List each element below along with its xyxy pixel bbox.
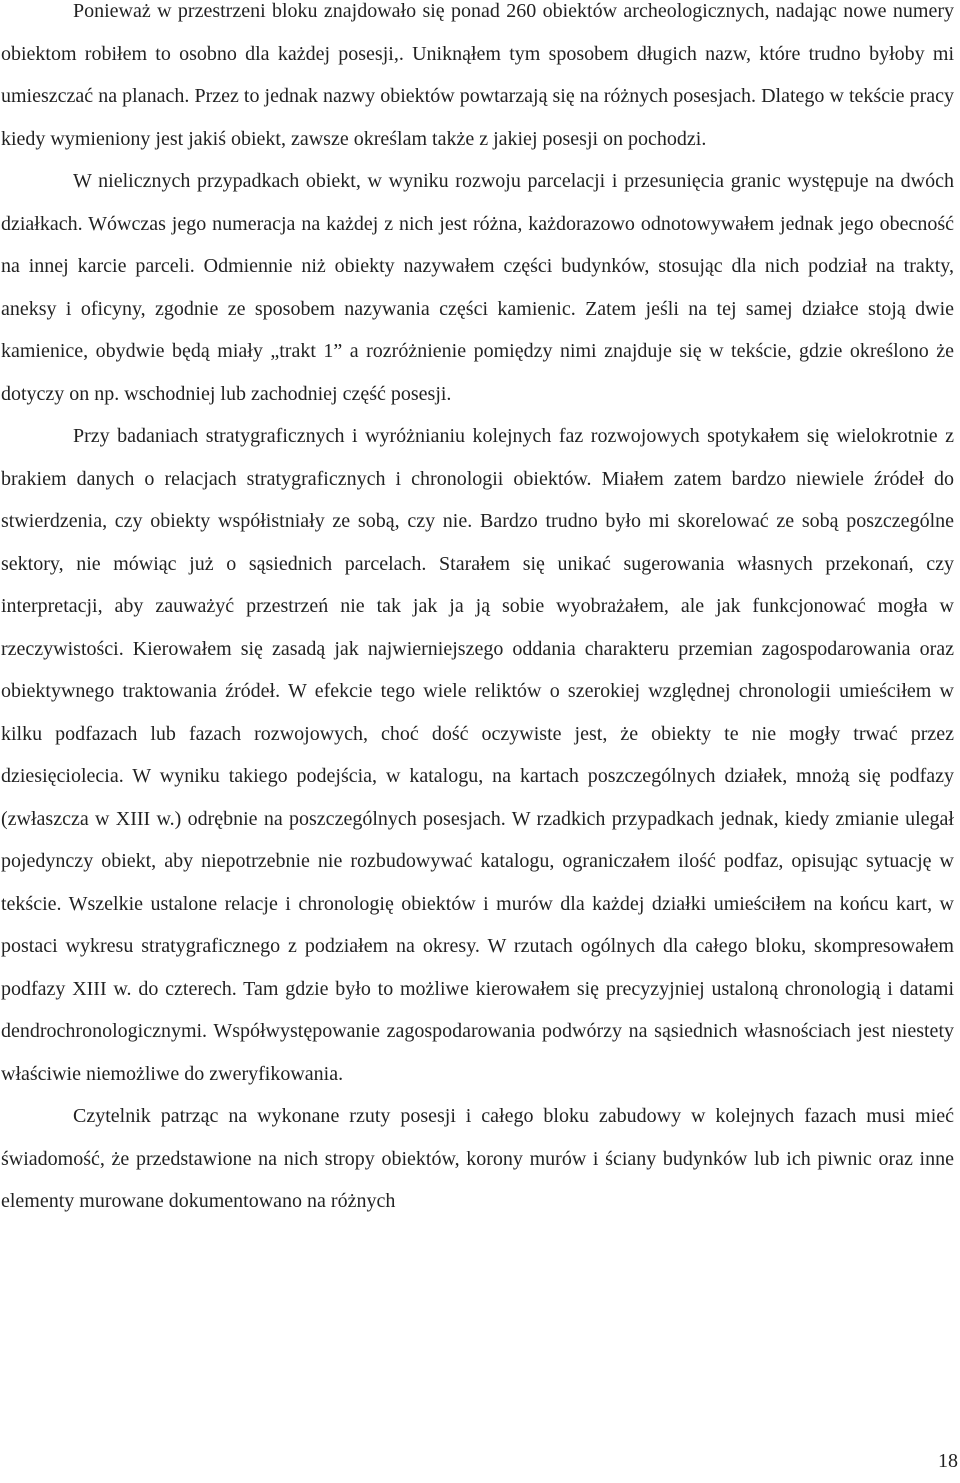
paragraph-reader-note: Czytelnik patrząc na wykonane rzuty posesji i całego bloku zabudowy w kolejnych fazach musi mieć świadomość, że przedstawione na nich stropy obiektów, korony murów i ściany budynków lub ich piwnic oraz inne elementy murowane dokumentowano na różnych (1, 1105, 954, 1212)
page-number: 18 (938, 1450, 958, 1472)
paragraph-object-numbering: Ponieważ w przestrzeni bloku znajdowało się ponad 260 obiektów archeologicznych, nadając nowe numery obiektom robiłem to osobno dla każdej posesji,. Uniknąłem tym sposobem długich nazw, które trudno byłoby mi umieszczać na planach. Przez to jednak nazwy obiektów powtarzają się na różnych posesjach. Dlatego w tekście pracy kiedy wymieniony jest jakiś obiekt, zawsze określam także z jakiej posesji on pochodzi. (1, 0, 954, 150)
paragraph-object-two-plots: W nielicznych przypadkach obiekt, w wyniku rozwoju parcelacji i przesunięcia granic występuje na dwóch działkach. Wówczas jego numeracja na każdej z nich jest różna, każdorazowo odnotowywałem jednak jego obecność na innej karcie parceli. Odmiennie niż obiekty nazywałem części budynków, stosując dla nich podział na trakty, aneksy i oficyny, zgodnie ze sposobem nazywania części kamienic. Zatem jeśli na tej samej działce stoją dwie kamienice, obydwie będą miały „trakt 1” a rozróżnienie pomiędzy nimi znajduje się w tekście, gdzie określono że dotyczy on np. wschodniej lub zachodniej część posesji. (1, 170, 954, 405)
paragraph-stratigraphy: Przy badaniach stratygraficznych i wyróżnianiu kolejnych faz rozwojowych spotykałem się wielokrotnie z brakiem danych o relacjach stratygraficznych i chronologii obiektów. Miałem zatem bardzo niewiele źródeł do stwierdzenia, czy obiekty współistniały ze sobą, czy nie. Bardzo trudno było mi skorelować ze sobą poszczególne sektory, nie mówiąc już o sąsiednich parcelach. Starałem się unikać sugerowania własnych przekonań, czy interpretacji, aby zauważyć przestrzeń nie tak jak ja ją sobie wyobrażałem, ale jak funkcjonować mogła w rzeczywistości. Kierowałem się zasadą jak najwierniejszego oddania charakteru przemian zagospodarowania oraz obiektywnego traktowania źródeł. W efekcie tego wiele reliktów o szerokiej względnej chronologii umieściłem w kilku podfazach lub fazach rozwojowych, choć dość oczywiste jest, że obiekty te nie mogły trwać przez dziesięciolecia. W wyniku takiego podejścia, w katalogu, na kartach poszczególnych działek, mnożą się podfazy (zwłaszcza w XIII w.) odrębnie na poszczególnych posesjach. W rzadkich przypadkach jednak, kiedy zmianie ulegał pojedynczy obiekt, aby niepotrzebnie nie rozbudowywać katalogu, ograniczałem ilość podfaz, opisując sytuację w tekście. Wszelkie ustalone relacje i chronologię obiektów i murów dla każdej działki umieściłem na końcu kart, w postaci wykresu stratygraficznego z podziałem na okresy. W rzutach ogólnych dla całego bloku, skompresowałem podfazy XIII w. do czterech. Tam gdzie było to możliwe kierowałem się precyzyjniej ustaloną chronologią i datami dendrochronologicznymi. Współwystępowanie zagospodarowania podwórzy na sąsiednich własnościach jest niestety właściwie niemożliwe do zweryfikowania. (1, 425, 954, 1085)
